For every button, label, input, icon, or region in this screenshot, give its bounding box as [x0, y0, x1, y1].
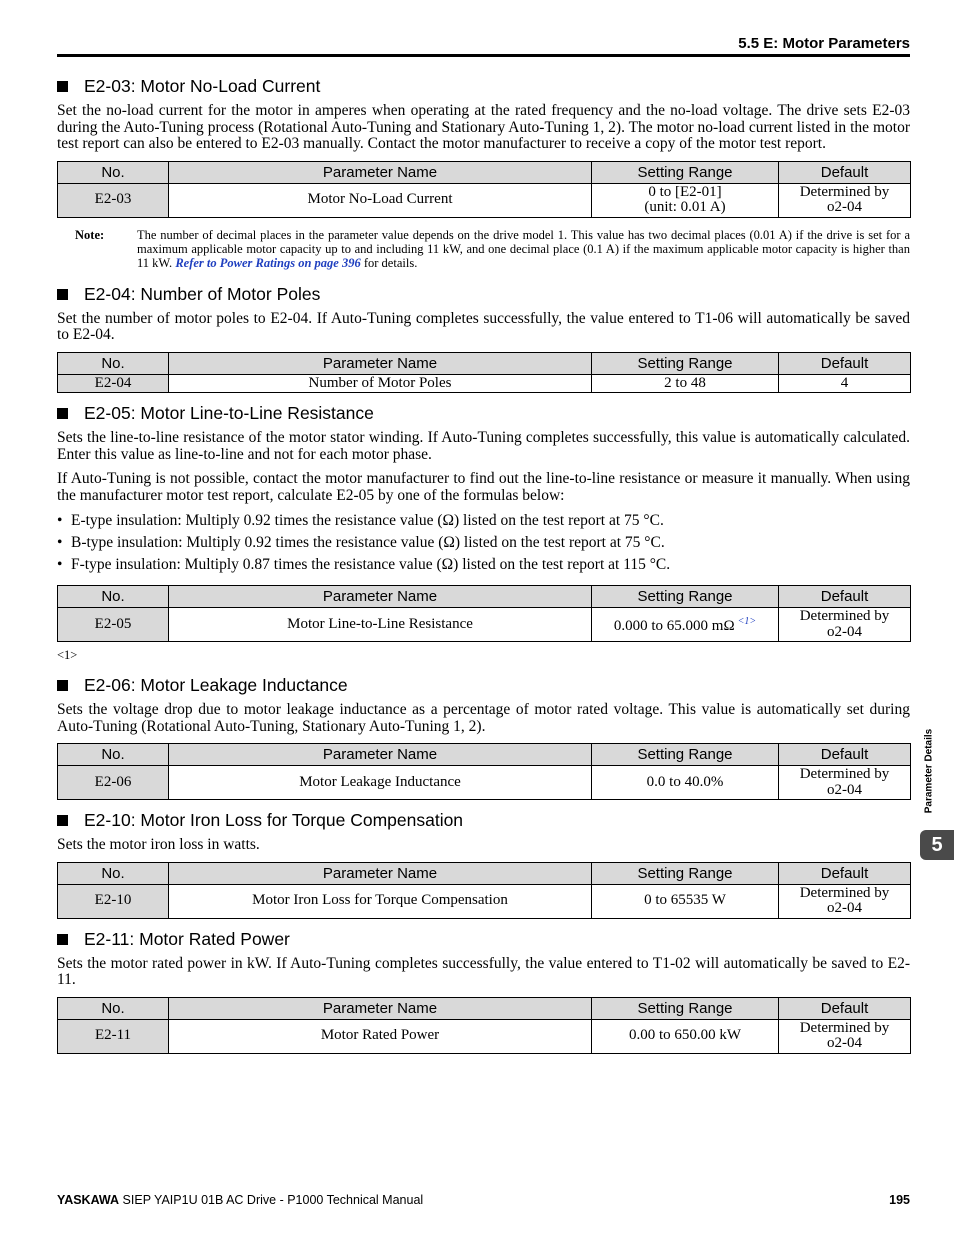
col-header-range: Setting Range — [592, 997, 779, 1019]
header-rule — [57, 54, 910, 57]
parameter-table — [57, 352, 911, 394]
note — [57, 228, 910, 270]
formula-list — [57, 510, 910, 576]
section-body: Sets the motor rated power in kW. If Auto-Tuning completes successfully, the value entered to T1-02 will automatically be saved to E2-11. — [57, 954, 910, 988]
cell-range: 0.00 to 650.00 kW — [592, 1019, 779, 1053]
power-ratings-link[interactable]: Refer to Power Ratings on page 396 — [175, 255, 361, 270]
col-header-no: No. — [58, 161, 169, 183]
list-item-text: B-type insulation: Multiply 0.92 times the resistance value (Ω) listed on the test report at 75 °C. — [71, 534, 665, 551]
list-item — [57, 510, 910, 532]
col-header-range: Setting Range — [592, 862, 779, 884]
square-bullet-icon — [57, 81, 68, 92]
col-header-name: Parameter Name — [169, 997, 592, 1019]
cell-range — [592, 183, 779, 217]
col-header-default: Default — [779, 997, 911, 1019]
default-line: Determined by — [799, 183, 890, 200]
table-row — [58, 1019, 911, 1053]
col-header-default: Default — [779, 744, 911, 766]
page-content — [57, 76, 910, 1064]
col-header-default: Default — [779, 161, 911, 183]
list-item — [57, 554, 910, 576]
default-line: o2-04 — [827, 900, 862, 916]
section-e2-05 — [57, 403, 910, 663]
col-header-default: Default — [779, 862, 911, 884]
cell-range: 0.0 to 40.0% — [592, 766, 779, 800]
note-tail: for details. — [363, 255, 418, 270]
section-heading — [57, 929, 910, 950]
cell-name: Motor Rated Power — [169, 1019, 592, 1053]
section-body: Sets the voltage drop due to motor leakage inductance as a percentage of motor rated voltage. This value is automatically set during Auto-Tuning (Rotational Auto-Tuning, Stationary Auto-Tuning 1, 2). — [57, 701, 910, 735]
cell-no: E2-06 — [58, 766, 169, 800]
table-row — [58, 183, 911, 217]
col-header-no: No. — [58, 352, 169, 374]
default-line: Determined by — [799, 608, 890, 624]
table-row — [58, 884, 911, 918]
heading-text: E2-03: Motor No-Load Current — [84, 76, 321, 96]
col-header-range: Setting Range — [592, 161, 779, 183]
note-label: Note: — [75, 227, 105, 242]
table-header-row — [58, 997, 911, 1019]
parameter-table — [57, 585, 911, 642]
col-header-range: Setting Range — [592, 586, 779, 608]
col-header-name: Parameter Name — [169, 862, 592, 884]
table-header-row — [58, 862, 911, 884]
side-label-text: Parameter Details — [923, 728, 935, 814]
bullet-icon: • — [57, 556, 63, 573]
col-header-default: Default — [779, 586, 911, 608]
footnote-ref-link[interactable]: <1> — [737, 616, 757, 628]
chapter-tab[interactable]: 5 — [920, 830, 954, 860]
cell-range: 2 to 48 — [592, 374, 779, 393]
col-header-name: Parameter Name — [169, 352, 592, 374]
col-header-name: Parameter Name — [169, 161, 592, 183]
list-item-text: E-type insulation: Multiply 0.92 times the resistance value (Ω) listed on the test report at 75 °C. — [71, 512, 664, 529]
section-body: Set the number of motor poles to E2-04. If Auto-Tuning completes successfully, the value entered to T1-06 will automatically be saved to E2-04. — [57, 309, 910, 343]
cell-default — [779, 608, 911, 642]
section-heading — [57, 810, 910, 831]
default-line: o2-04 — [827, 781, 862, 798]
heading-text: E2-05: Motor Line-to-Line Resistance — [84, 403, 374, 423]
list-item — [57, 532, 910, 554]
section-body: Set the no-load current for the motor in amperes when operating at the rated frequency and the no-load voltage. The drive sets E2-03 during the Auto-Tuning process (Rotational Auto-Tuning and Stationary Auto-Tuning 1, 2). The motor no-load current listed in the motor test report can also be entered to E2-03 manually. Contact the motor manufacturer to receive a copy of the motor test report. — [57, 102, 910, 152]
cell-default — [779, 766, 911, 800]
cell-name: Motor No-Load Current — [169, 183, 592, 217]
default-line: o2-04 — [827, 199, 862, 215]
parameter-table — [57, 161, 911, 218]
range-line: 0 to [E2-01] — [648, 183, 722, 200]
heading-text: E2-04: Number of Motor Poles — [84, 283, 321, 304]
section-e2-04 — [57, 284, 910, 394]
brand-name: YASKAWA — [57, 1193, 120, 1207]
table-header-row — [58, 744, 911, 766]
cell-no: E2-05 — [58, 608, 169, 642]
range-text: 0.000 to 65.000 mΩ — [613, 618, 735, 635]
cell-range: 0 to 65535 W — [592, 884, 779, 918]
note-body — [137, 228, 910, 270]
parameter-table — [57, 862, 911, 919]
table-row — [58, 766, 911, 800]
table-row — [58, 608, 911, 642]
default-line: Determined by — [799, 884, 890, 901]
square-bullet-icon — [57, 408, 68, 419]
cell-default — [779, 884, 911, 918]
cell-default — [779, 183, 911, 217]
running-header: 5.5 E: Motor Parameters — [738, 35, 910, 52]
col-header-range: Setting Range — [592, 352, 779, 374]
square-bullet-icon — [57, 680, 68, 691]
table-header-row — [58, 161, 911, 183]
section-e2-06 — [57, 675, 910, 800]
section-body: If Auto-Tuning is not possible, contact the motor manufacturer to find out the line-to-line resistance or measure it manually. When using the manufacturer motor test report, calculate E2-05 by one of the formulas below: — [57, 470, 910, 504]
section-body: Sets the motor iron loss in watts. — [57, 836, 260, 853]
col-header-name: Parameter Name — [169, 586, 592, 608]
cell-name: Number of Motor Poles — [169, 374, 592, 393]
heading-text: E2-10: Motor Iron Loss for Torque Compensation — [84, 810, 464, 830]
section-heading — [57, 284, 910, 305]
table-header-row — [58, 586, 911, 608]
table-row — [58, 374, 911, 393]
bullet-icon: • — [57, 512, 63, 529]
range-line: (unit: 0.01 A) — [644, 199, 726, 215]
col-header-name: Parameter Name — [169, 744, 592, 766]
cell-name: Motor Iron Loss for Torque Compensation — [169, 884, 592, 918]
footer-doc — [57, 1193, 423, 1207]
default-line: Determined by — [799, 1019, 890, 1036]
doc-title: SIEP YAIP1U 01B AC Drive - P1000 Technical Manual — [122, 1193, 424, 1207]
section-e2-03 — [57, 76, 910, 270]
col-header-no: No. — [58, 862, 169, 884]
page-number: 195 — [889, 1193, 910, 1207]
cell-default: 4 — [779, 374, 911, 393]
heading-text: E2-11: Motor Rated Power — [84, 928, 290, 949]
cell-name: Motor Line-to-Line Resistance — [169, 608, 592, 642]
footnote-marker: <1> — [57, 648, 78, 662]
col-header-default: Default — [779, 352, 911, 374]
col-header-no: No. — [58, 586, 169, 608]
note-text: The number of decimal places in the parameter value depends on the drive model 1. This value has two decimal places (0.01 A) if the drive is set for a maximum applicable motor capacity up to and including 11 kW, and one decimal place (0.1 A) if the maximum applicable motor capacity is higher than 11 kW. — [137, 227, 910, 270]
heading-text: E2-06: Motor Leakage Inductance — [84, 675, 348, 695]
section-e2-11 — [57, 929, 910, 1054]
section-e2-10 — [57, 810, 910, 919]
section-body: Sets the line-to-line resistance of the motor stator winding. If Auto-Tuning completes successfully, this value is automatically calculated. Enter this value as line-to-line and not for each motor phase. — [57, 429, 910, 463]
col-header-range: Setting Range — [592, 744, 779, 766]
parameter-table — [57, 997, 911, 1054]
col-header-no: No. — [58, 744, 169, 766]
cell-no: E2-10 — [58, 884, 169, 918]
square-bullet-icon — [57, 934, 68, 945]
list-item-text: F-type insulation: Multiply 0.87 times the resistance value (Ω) listed on the test report at 115 °C. — [71, 556, 671, 573]
cell-range — [592, 608, 779, 642]
default-line: o2-04 — [827, 623, 862, 640]
col-header-no: No. — [58, 997, 169, 1019]
cell-name: Motor Leakage Inductance — [169, 766, 592, 800]
default-line: Determined by — [799, 766, 890, 782]
cell-no: E2-03 — [58, 183, 169, 217]
section-heading — [57, 675, 910, 696]
parameter-table — [57, 743, 911, 800]
section-heading — [57, 403, 910, 424]
table-header-row — [58, 352, 911, 374]
bullet-icon: • — [57, 534, 63, 551]
cell-default — [779, 1019, 911, 1053]
cell-no: E2-11 — [58, 1019, 169, 1053]
square-bullet-icon — [57, 815, 68, 826]
side-chapter-label — [922, 724, 936, 818]
square-bullet-icon — [57, 289, 68, 300]
cell-no: E2-04 — [58, 374, 169, 393]
page-footer — [57, 1193, 910, 1207]
default-line: o2-04 — [827, 1035, 862, 1051]
section-heading — [57, 76, 910, 97]
